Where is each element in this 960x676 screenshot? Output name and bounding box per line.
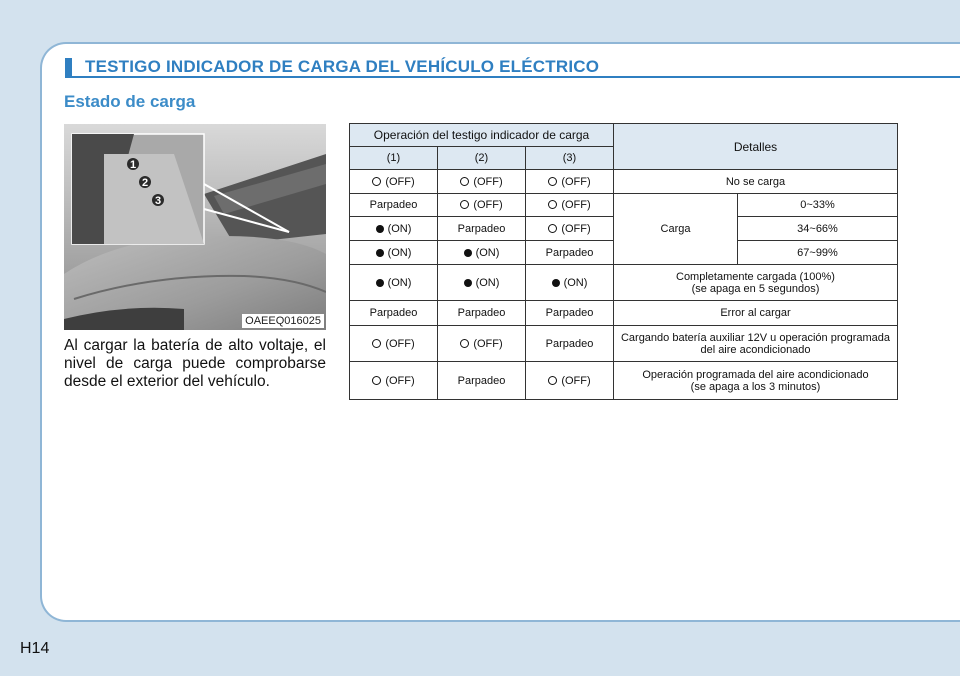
cell-text: (OFF) bbox=[561, 222, 591, 235]
indicator-off-icon bbox=[372, 177, 381, 186]
indicator-on-icon bbox=[376, 249, 384, 257]
indicator-off-icon bbox=[460, 339, 469, 348]
level-cell: 0~33% bbox=[738, 194, 898, 217]
image-code: OAEEQ016025 bbox=[242, 314, 324, 328]
indicator-off-icon bbox=[460, 177, 469, 186]
cell-text: (OFF) bbox=[561, 374, 591, 387]
cell-text: (OFF) bbox=[385, 175, 415, 188]
marker-2: 2 bbox=[141, 177, 149, 189]
col-label-1: (1) bbox=[350, 147, 438, 170]
cell-text: (OFF) bbox=[473, 199, 503, 211]
cell-text: Parpadeo bbox=[438, 217, 526, 241]
cell-text: Parpadeo bbox=[526, 301, 614, 326]
cell-text: Parpadeo bbox=[350, 301, 438, 326]
cell-text: (OFF) bbox=[473, 337, 503, 350]
cell-text: (ON) bbox=[387, 222, 412, 235]
cell-text: (OFF) bbox=[561, 199, 591, 211]
detail-line-1: Completamente cargada (100%) bbox=[676, 270, 835, 283]
section-heading: Estado de carga bbox=[64, 92, 196, 111]
cell-text: Parpadeo bbox=[526, 326, 614, 362]
detail-cell: Error al cargar bbox=[614, 301, 898, 326]
cell-text: (OFF) bbox=[385, 337, 415, 350]
cell-text: (ON) bbox=[563, 276, 588, 289]
vehicle-photo bbox=[64, 124, 326, 330]
cell-text: (ON) bbox=[475, 276, 500, 289]
page-number: H14 bbox=[20, 640, 50, 657]
cell-text: (OFF) bbox=[385, 374, 415, 387]
detail-cell-charging: Carga bbox=[614, 194, 738, 265]
indicator-off-icon bbox=[460, 200, 469, 209]
level-cell: 34~66% bbox=[738, 217, 898, 241]
marker-1: 1 bbox=[129, 159, 137, 171]
table-row bbox=[350, 170, 898, 194]
level-cell: 67~99% bbox=[738, 241, 898, 265]
col-label-3: (3) bbox=[526, 147, 614, 170]
cell-text: (ON) bbox=[475, 246, 500, 259]
vehicle-illustration bbox=[64, 124, 326, 330]
cell-text: (OFF) bbox=[561, 175, 591, 188]
col-label-2: (2) bbox=[438, 147, 526, 170]
marker-3: 3 bbox=[154, 195, 162, 207]
cell-text: Parpadeo bbox=[438, 362, 526, 400]
detail-cell: No se carga bbox=[614, 170, 898, 194]
table-row bbox=[350, 326, 898, 362]
title-accent bbox=[65, 58, 72, 78]
charge-status-table bbox=[349, 123, 898, 400]
indicator-on-icon bbox=[376, 225, 384, 233]
detail-line-2: del aire acondicionado bbox=[700, 343, 811, 356]
indicator-on-icon bbox=[376, 279, 384, 287]
title-rule bbox=[65, 76, 960, 78]
title-bar bbox=[65, 58, 960, 78]
cell-text: (ON) bbox=[387, 246, 412, 259]
header-details: Detalles bbox=[614, 124, 898, 170]
indicator-off-icon bbox=[372, 376, 381, 385]
cell-text: Parpadeo bbox=[438, 301, 526, 326]
detail-line-2: (se apaga a los 3 minutos) bbox=[690, 380, 821, 393]
indicator-on-icon bbox=[552, 279, 560, 287]
indicator-on-icon bbox=[464, 279, 472, 287]
table-row bbox=[350, 301, 898, 326]
page-title: TESTIGO INDICADOR DE CARGA DEL VEHÍCULO ELÉCTRICO bbox=[85, 57, 600, 76]
table-row bbox=[350, 362, 898, 400]
cell-text: (ON) bbox=[387, 276, 412, 289]
table-row bbox=[350, 265, 898, 301]
indicator-on-icon bbox=[464, 249, 472, 257]
detail-cell bbox=[614, 265, 898, 301]
indicator-off-icon bbox=[548, 200, 557, 209]
table-row bbox=[350, 194, 898, 217]
cell-text: Parpadeo bbox=[350, 194, 438, 217]
detail-line-1: Cargando batería auxiliar 12V u operación programada bbox=[620, 331, 891, 344]
indicator-off-icon bbox=[548, 224, 557, 233]
cell-text: (OFF) bbox=[473, 175, 503, 188]
detail-line-2: (se apaga en 5 segundos) bbox=[691, 282, 820, 295]
indicator-off-icon bbox=[548, 177, 557, 186]
cell-text: Parpadeo bbox=[526, 241, 614, 265]
indicator-off-icon bbox=[548, 376, 557, 385]
header-group: Operación del testigo indicador de carga bbox=[350, 124, 614, 147]
detail-line-1: Operación programada del aire acondicionado bbox=[642, 368, 869, 381]
detail-cell bbox=[614, 362, 898, 400]
body-paragraph: Al cargar la batería de alto voltaje, el nivel de carga puede comprobarse desde el exterior del vehículo. bbox=[64, 337, 326, 390]
indicator-off-icon bbox=[372, 339, 381, 348]
detail-cell bbox=[614, 326, 898, 362]
